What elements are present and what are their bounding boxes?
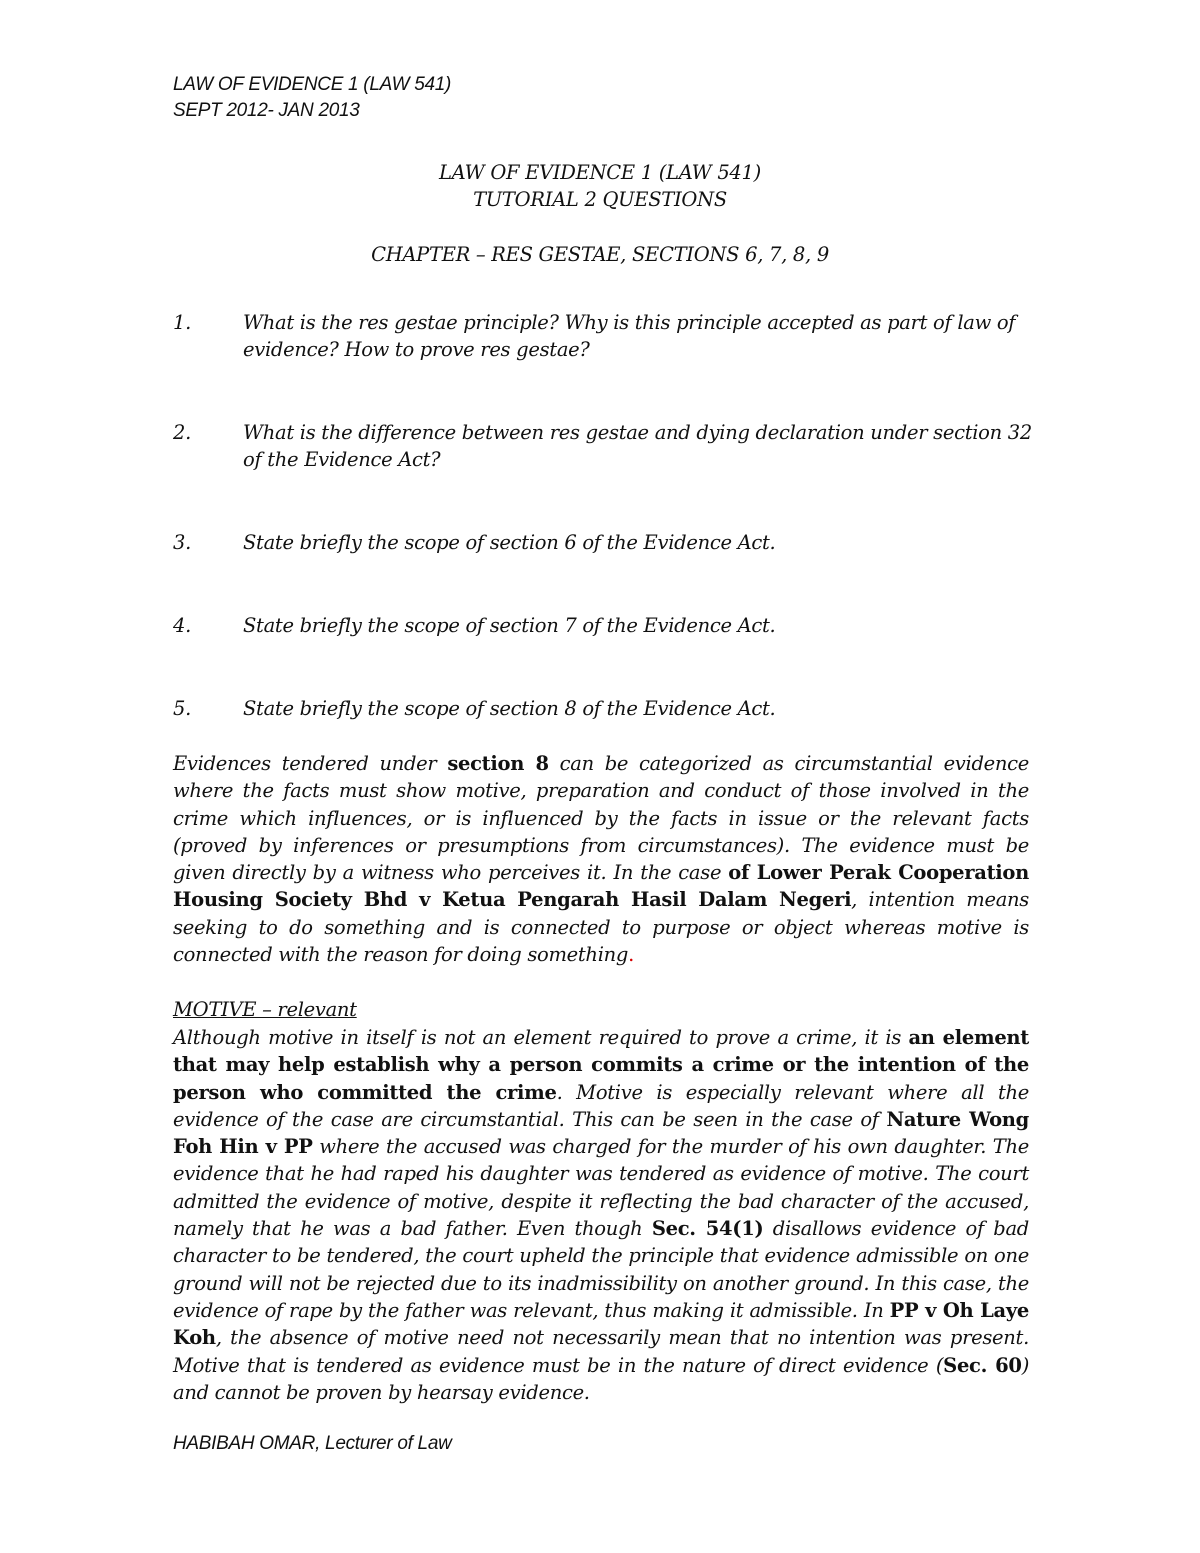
question-text: What is the res gestae principle? Why is this principle accepted as part of law of evidence? How to prove res gestae? [243, 311, 1016, 361]
question-1 [173, 309, 1033, 363]
title-tutorial: TUTORIAL 2 QUESTIONS [473, 188, 727, 211]
motive-text: disallows evidence of bad character to be tendered, the court upheld the principle that evidence admissible on one ground will not be rejected due to its inadmissibility on another ground. In this case, the evidence of rape by the father was relevant, thus making it admissible. In [173, 1217, 1029, 1322]
answer-bold-case: of Lower Perak Cooperation Housing Society Bhd v Ketua Pengarah Hasil Dalam Negeri [173, 861, 1029, 912]
motive-bold-case: Nature Wong Foh Hin v PP [173, 1107, 1029, 1159]
answer-red-period: . [628, 943, 634, 967]
document-title [0, 159, 1200, 213]
motive-bold: an element that may help establish why a person commits a crime or the intention of the person who committed the crime [173, 1026, 1030, 1104]
motive-text: , the absence of motive need not necessarily mean that no intention was present. Motive that is tendered as evidence must be in the nature of direct evidence ( [173, 1326, 1029, 1377]
answer-paragraph [173, 750, 1029, 968]
motive-text: where the accused was charged for the murder of his own daughter. The evidence that he had raped his daughter was tendered as evidence of motive. The court admitted the evidence of motive, despite it reflecting the bad character of the accused, namely that he was a bad father. Even though [173, 1135, 1029, 1241]
question-number: 1. [173, 311, 192, 334]
question-number: 4. [173, 614, 192, 637]
motive-bold-case: PP v Oh Laye Koh [173, 1298, 1029, 1350]
motive-text: ) and cannot be proven by hearsay evidence. [173, 1353, 1029, 1404]
question-text: State briefly the scope of section 7 of the Evidence Act. [243, 614, 776, 637]
answer-text: Evidences tendered under [173, 752, 448, 775]
header-session: SEPT 2012- JAN 2013 [173, 100, 360, 121]
question-3 [173, 529, 1033, 556]
motive-paragraph [173, 1024, 1029, 1406]
question-text: What is the difference between res gestae and dying declaration under section 32 of the Evidence Act? [243, 421, 1032, 471]
question-text: State briefly the scope of section 8 of the Evidence Act. [243, 697, 776, 720]
question-number: 5. [173, 697, 192, 720]
motive-heading: MOTIVE – relevant [173, 998, 357, 1021]
page-footer: HABIBAH OMAR, Lecturer of Law [173, 1433, 452, 1454]
motive-text: . Motive is especially relevant where all the evidence of the case are circumstantial. This can be seen in the case of [173, 1080, 1029, 1131]
question-number: 2. [173, 421, 192, 444]
question-number: 3. [173, 531, 192, 554]
title-course: LAW OF EVIDENCE 1 (LAW 541) [439, 161, 761, 184]
question-text: State briefly the scope of section 6 of the Evidence Act. [243, 531, 776, 554]
question-5 [173, 695, 1033, 722]
header-course: LAW OF EVIDENCE 1 (LAW 541) [173, 74, 452, 95]
question-2 [173, 419, 1033, 473]
answer-text: , intention means seeking to do something and is connected to purpose or object whereas motive is connected with the reason for doing something [173, 888, 1029, 967]
page-header [173, 72, 451, 124]
chapter-title: CHAPTER – RES GESTAE, SECTIONS 6, 7, 8, 9 [371, 243, 829, 266]
answer-bold-section: section 8 [447, 752, 549, 775]
motive-text: Although motive in itself is not an element required to prove a crime, it is [173, 1026, 909, 1049]
motive-bold-section: Sec. 60 [943, 1353, 1022, 1377]
motive-bold-section: Sec. 54(1) [651, 1217, 764, 1241]
answer-text: can be categorized as circumstantial evidence where the facts must show motive, preparation and conduct of those involved in the crime which influences, or is influenced by the facts in issue or the relevant facts (proved by inferences or presumptions from circumstances). The evidence must be given directly by a witness who perceives it. In the case [173, 752, 1030, 885]
question-4 [173, 612, 1033, 639]
